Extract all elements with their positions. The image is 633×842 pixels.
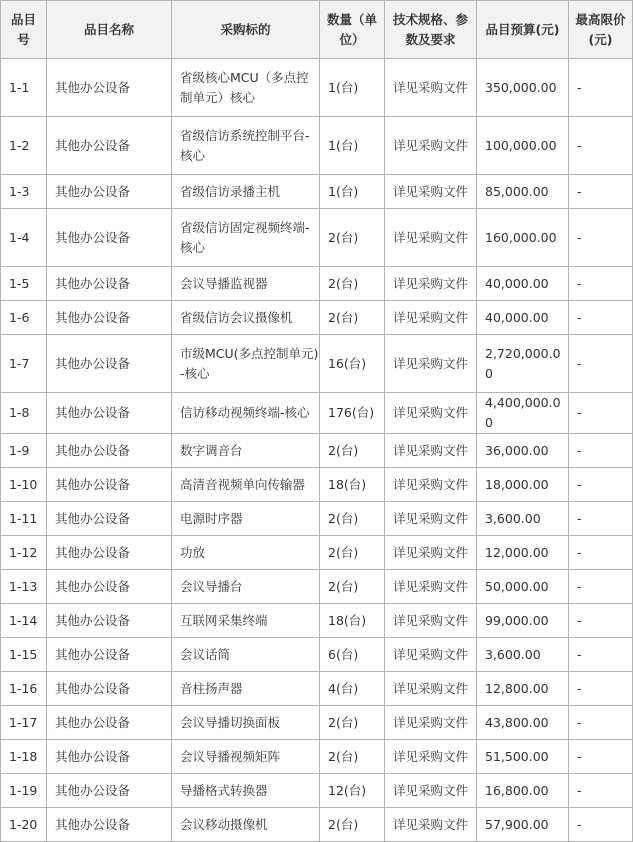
cell-item-name: 其他办公设备 xyxy=(47,335,172,393)
cell-item-name: 其他办公设备 xyxy=(47,672,172,706)
cell-item-name: 其他办公设备 xyxy=(47,570,172,604)
table-row xyxy=(1,740,633,774)
cell-max-price: - xyxy=(569,536,633,570)
cell-tech-spec: 详见采购文件 xyxy=(385,117,477,175)
cell-max-price: - xyxy=(569,335,633,393)
cell-item-no: 1-2 xyxy=(1,117,47,175)
table-row xyxy=(1,672,633,706)
table-row xyxy=(1,536,633,570)
table-row xyxy=(1,335,633,393)
cell-quantity: 2(台) xyxy=(320,502,385,536)
cell-item-no: 1-5 xyxy=(1,267,47,301)
cell-budget: 3,600.00 xyxy=(477,638,569,672)
cell-tech-spec: 详见采购文件 xyxy=(385,774,477,808)
cell-procurement-subject: 互联网采集终端 xyxy=(172,604,320,638)
cell-budget: 350,000.00 xyxy=(477,59,569,117)
cell-max-price: - xyxy=(569,267,633,301)
cell-procurement-subject: 会议导播视频矩阵 xyxy=(172,740,320,774)
cell-procurement-subject: 会议移动摄像机 xyxy=(172,808,320,842)
header-procurement-subject: 采购标的 xyxy=(172,1,320,59)
cell-quantity: 1(台) xyxy=(320,175,385,209)
header-budget: 品目预算(元) xyxy=(477,1,569,59)
cell-item-no: 1-18 xyxy=(1,740,47,774)
cell-quantity: 4(台) xyxy=(320,672,385,706)
cell-tech-spec: 详见采购文件 xyxy=(385,570,477,604)
cell-item-no: 1-13 xyxy=(1,570,47,604)
cell-quantity: 1(台) xyxy=(320,117,385,175)
cell-quantity: 2(台) xyxy=(320,536,385,570)
cell-quantity: 2(台) xyxy=(320,209,385,267)
cell-tech-spec: 详见采购文件 xyxy=(385,393,477,434)
table-row xyxy=(1,301,633,335)
cell-tech-spec: 详见采购文件 xyxy=(385,808,477,842)
cell-item-no: 1-15 xyxy=(1,638,47,672)
cell-budget: 40,000.00 xyxy=(477,301,569,335)
cell-max-price: - xyxy=(569,774,633,808)
cell-procurement-subject: 省级信访系统控制平台-核心 xyxy=(172,117,320,175)
cell-tech-spec: 详见采购文件 xyxy=(385,638,477,672)
cell-quantity: 6(台) xyxy=(320,638,385,672)
cell-tech-spec: 详见采购文件 xyxy=(385,434,477,468)
cell-item-no: 1-16 xyxy=(1,672,47,706)
cell-tech-spec: 详见采购文件 xyxy=(385,301,477,335)
cell-tech-spec: 详见采购文件 xyxy=(385,502,477,536)
cell-procurement-subject: 会议导播监视器 xyxy=(172,267,320,301)
cell-item-name: 其他办公设备 xyxy=(47,267,172,301)
cell-quantity: 2(台) xyxy=(320,267,385,301)
table-row xyxy=(1,604,633,638)
cell-procurement-subject: 会议导播台 xyxy=(172,570,320,604)
cell-max-price: - xyxy=(569,393,633,434)
cell-budget: 51,500.00 xyxy=(477,740,569,774)
table-row xyxy=(1,570,633,604)
cell-item-name: 其他办公设备 xyxy=(47,434,172,468)
cell-item-name: 其他办公设备 xyxy=(47,59,172,117)
cell-item-no: 1-1 xyxy=(1,59,47,117)
cell-item-name: 其他办公设备 xyxy=(47,740,172,774)
cell-item-name: 其他办公设备 xyxy=(47,209,172,267)
cell-item-no: 1-14 xyxy=(1,604,47,638)
cell-procurement-subject: 省级信访录播主机 xyxy=(172,175,320,209)
cell-quantity: 1(台) xyxy=(320,59,385,117)
cell-tech-spec: 详见采购文件 xyxy=(385,59,477,117)
cell-budget: 36,000.00 xyxy=(477,434,569,468)
cell-max-price: - xyxy=(569,638,633,672)
table-row xyxy=(1,502,633,536)
cell-item-no: 1-12 xyxy=(1,536,47,570)
header-item-name: 品目名称 xyxy=(47,1,172,59)
cell-budget: 3,600.00 xyxy=(477,502,569,536)
table-row xyxy=(1,175,633,209)
cell-item-name: 其他办公设备 xyxy=(47,301,172,335)
cell-procurement-subject: 电源时序器 xyxy=(172,502,320,536)
header-item-no: 品目号 xyxy=(1,1,47,59)
cell-quantity: 12(台) xyxy=(320,774,385,808)
cell-item-name: 其他办公设备 xyxy=(47,604,172,638)
cell-max-price: - xyxy=(569,570,633,604)
cell-item-name: 其他办公设备 xyxy=(47,117,172,175)
cell-budget: 18,000.00 xyxy=(477,468,569,502)
cell-procurement-subject: 功放 xyxy=(172,536,320,570)
table-row xyxy=(1,808,633,842)
cell-max-price: - xyxy=(569,175,633,209)
cell-item-no: 1-19 xyxy=(1,774,47,808)
cell-budget: 4,400,000.00 xyxy=(477,393,569,434)
cell-max-price: - xyxy=(569,117,633,175)
cell-max-price: - xyxy=(569,740,633,774)
cell-item-name: 其他办公设备 xyxy=(47,774,172,808)
cell-max-price: - xyxy=(569,434,633,468)
cell-procurement-subject: 省级信访固定视频终端-核心 xyxy=(172,209,320,267)
cell-item-name: 其他办公设备 xyxy=(47,808,172,842)
cell-tech-spec: 详见采购文件 xyxy=(385,740,477,774)
cell-procurement-subject: 音柱扬声器 xyxy=(172,672,320,706)
cell-item-no: 1-10 xyxy=(1,468,47,502)
cell-procurement-subject: 省级信访会议摄像机 xyxy=(172,301,320,335)
cell-procurement-subject: 省级核心MCU（多点控制单元）核心 xyxy=(172,59,320,117)
header-quantity: 数量（单位） xyxy=(320,1,385,59)
cell-max-price: - xyxy=(569,502,633,536)
table-row xyxy=(1,59,633,117)
cell-max-price: - xyxy=(569,706,633,740)
table-header-row xyxy=(1,1,633,59)
cell-item-no: 1-20 xyxy=(1,808,47,842)
cell-item-name: 其他办公设备 xyxy=(47,536,172,570)
cell-max-price: - xyxy=(569,808,633,842)
cell-quantity: 2(台) xyxy=(320,706,385,740)
cell-budget: 40,000.00 xyxy=(477,267,569,301)
cell-procurement-subject: 会议导播切换面板 xyxy=(172,706,320,740)
cell-max-price: - xyxy=(569,59,633,117)
cell-item-no: 1-4 xyxy=(1,209,47,267)
table-row xyxy=(1,267,633,301)
cell-quantity: 2(台) xyxy=(320,434,385,468)
cell-budget: 160,000.00 xyxy=(477,209,569,267)
cell-item-no: 1-9 xyxy=(1,434,47,468)
cell-budget: 2,720,000.00 xyxy=(477,335,569,393)
table-row xyxy=(1,706,633,740)
cell-item-name: 其他办公设备 xyxy=(47,393,172,434)
cell-tech-spec: 详见采购文件 xyxy=(385,672,477,706)
cell-quantity: 18(台) xyxy=(320,604,385,638)
table-row xyxy=(1,393,633,434)
cell-budget: 99,000.00 xyxy=(477,604,569,638)
cell-tech-spec: 详见采购文件 xyxy=(385,175,477,209)
cell-budget: 43,800.00 xyxy=(477,706,569,740)
cell-budget: 100,000.00 xyxy=(477,117,569,175)
table-row xyxy=(1,638,633,672)
table-row xyxy=(1,434,633,468)
cell-item-name: 其他办公设备 xyxy=(47,638,172,672)
cell-procurement-subject: 信访移动视频终端-核心 xyxy=(172,393,320,434)
cell-quantity: 2(台) xyxy=(320,301,385,335)
cell-procurement-subject: 会议话筒 xyxy=(172,638,320,672)
cell-quantity: 16(台) xyxy=(320,335,385,393)
cell-item-no: 1-7 xyxy=(1,335,47,393)
cell-item-name: 其他办公设备 xyxy=(47,502,172,536)
cell-item-no: 1-3 xyxy=(1,175,47,209)
cell-budget: 16,800.00 xyxy=(477,774,569,808)
cell-procurement-subject: 导播格式转换器 xyxy=(172,774,320,808)
table-body xyxy=(1,59,633,842)
cell-quantity: 176(台) xyxy=(320,393,385,434)
cell-quantity: 2(台) xyxy=(320,570,385,604)
cell-procurement-subject: 数字调音台 xyxy=(172,434,320,468)
cell-max-price: - xyxy=(569,301,633,335)
cell-procurement-subject: 市级MCU(多点控制单元)-核心 xyxy=(172,335,320,393)
table-row xyxy=(1,468,633,502)
cell-max-price: - xyxy=(569,672,633,706)
cell-quantity: 2(台) xyxy=(320,808,385,842)
cell-item-no: 1-11 xyxy=(1,502,47,536)
header-max-price: 最高限价(元) xyxy=(569,1,633,59)
cell-item-name: 其他办公设备 xyxy=(47,468,172,502)
cell-quantity: 2(台) xyxy=(320,740,385,774)
cell-tech-spec: 详见采购文件 xyxy=(385,267,477,301)
cell-max-price: - xyxy=(569,468,633,502)
cell-quantity: 18(台) xyxy=(320,468,385,502)
cell-tech-spec: 详见采购文件 xyxy=(385,706,477,740)
cell-tech-spec: 详见采购文件 xyxy=(385,468,477,502)
cell-budget: 85,000.00 xyxy=(477,175,569,209)
cell-budget: 12,800.00 xyxy=(477,672,569,706)
cell-item-name: 其他办公设备 xyxy=(47,706,172,740)
cell-item-no: 1-17 xyxy=(1,706,47,740)
cell-max-price: - xyxy=(569,604,633,638)
cell-budget: 50,000.00 xyxy=(477,570,569,604)
cell-item-name: 其他办公设备 xyxy=(47,175,172,209)
cell-item-no: 1-8 xyxy=(1,393,47,434)
table-row xyxy=(1,117,633,175)
cell-procurement-subject: 高清音视频单向传输器 xyxy=(172,468,320,502)
cell-item-no: 1-6 xyxy=(1,301,47,335)
cell-budget: 12,000.00 xyxy=(477,536,569,570)
header-tech-spec: 技术规格、参数及要求 xyxy=(385,1,477,59)
cell-max-price: - xyxy=(569,209,633,267)
table-row xyxy=(1,774,633,808)
cell-budget: 57,900.00 xyxy=(477,808,569,842)
cell-tech-spec: 详见采购文件 xyxy=(385,604,477,638)
cell-tech-spec: 详见采购文件 xyxy=(385,335,477,393)
cell-tech-spec: 详见采购文件 xyxy=(385,209,477,267)
table-row xyxy=(1,209,633,267)
cell-tech-spec: 详见采购文件 xyxy=(385,536,477,570)
